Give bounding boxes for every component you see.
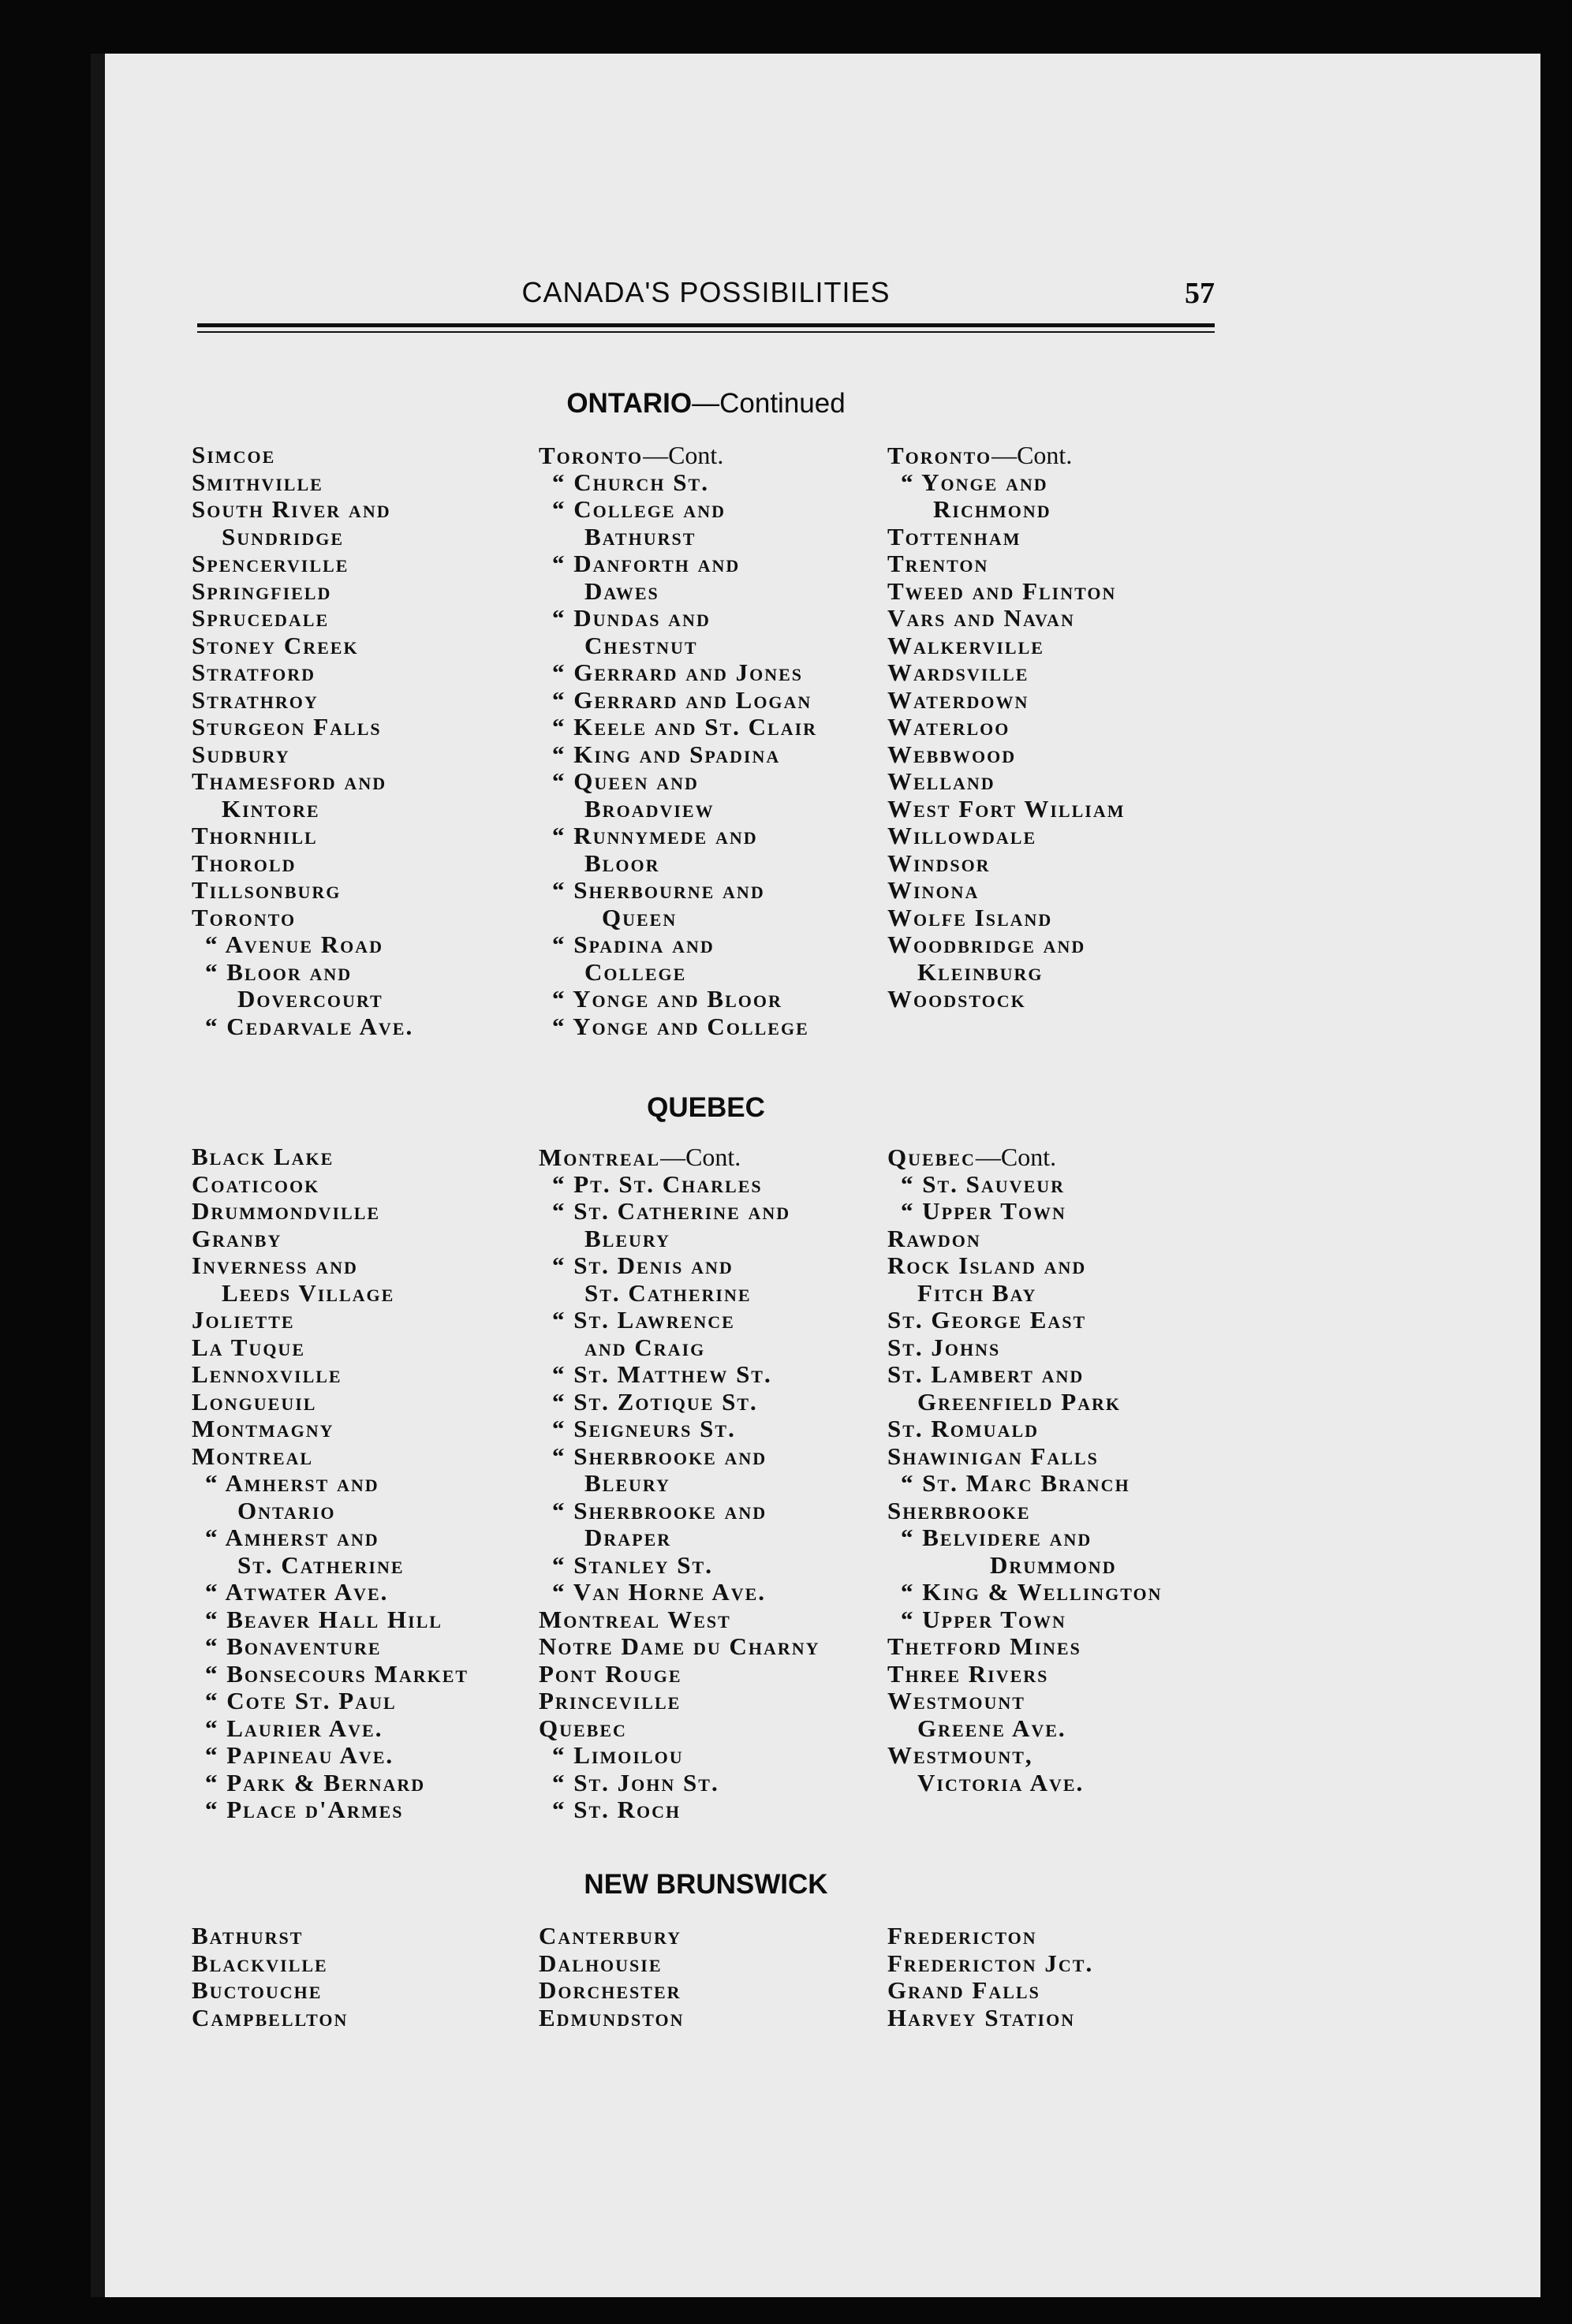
list-item: “ Bonaventure: [205, 1632, 382, 1660]
list-item: “ St. Sauveur: [901, 1169, 1066, 1198]
running-title: CANADA'S POSSIBILITIES: [521, 276, 891, 308]
list-item: “ Limoilou: [552, 1741, 684, 1769]
list-item: Fredericton Jct.: [887, 1949, 1094, 1977]
list-item: “ Yonge and College: [552, 1012, 809, 1040]
list-item: Bathurst: [584, 522, 696, 550]
list-item: Smithville: [192, 468, 323, 496]
list-item: Springfield: [192, 576, 332, 605]
list-item: “ Bonsecours Market: [205, 1659, 469, 1688]
list-item: Toronto: [192, 903, 297, 931]
list-item: Sundridge: [222, 522, 345, 550]
list-item: Thetford Mines: [887, 1632, 1081, 1660]
ontario-heading: [197, 388, 1215, 420]
list-item: “ St. Matthew St.: [552, 1360, 772, 1388]
ontario-column-3: [887, 442, 1242, 1013]
ontario-heading-title: ONTARIO: [566, 388, 693, 419]
list-item: St. Romuald: [887, 1415, 1040, 1442]
header-rule-thick: [197, 323, 1215, 327]
list-item: St. George East: [887, 1306, 1087, 1334]
list-item: West Fort William: [887, 794, 1126, 823]
list-item: Kleinburg: [917, 957, 1044, 986]
list-item: Fredericton: [887, 1922, 1037, 1949]
list-item: “ Sherbourne and: [552, 876, 765, 904]
list-item: Granby: [192, 1224, 282, 1252]
list-item: “ Queen and: [552, 767, 699, 795]
list-item: Waterdown: [887, 685, 1029, 714]
list-item: Wardsville: [887, 658, 1029, 686]
continued-suffix: —Cont.: [991, 441, 1073, 469]
list-item: Woodbridge and: [887, 931, 1086, 958]
list-item: “ Avenue Road: [205, 931, 383, 958]
continued-prefix: Toronto: [539, 442, 644, 469]
book-spine-shadow: [91, 54, 105, 2297]
list-item: Princeville: [539, 1687, 681, 1714]
list-item: Rawdon: [887, 1224, 981, 1252]
list-item: Thamesford and: [192, 767, 387, 795]
new-brunswick-column-2: [539, 1923, 894, 2031]
continued-suffix: —Cont.: [643, 441, 724, 469]
list-item: “ Stanley St.: [552, 1550, 713, 1579]
list-item: “ St. John St.: [552, 1768, 719, 1796]
list-item: Winona: [887, 876, 980, 904]
list-item-continued-header: [887, 442, 1242, 469]
list-item: Rock Island and: [887, 1252, 1087, 1279]
list-item: Westmount,: [887, 1741, 1033, 1769]
list-item: Greenfield Park: [917, 1387, 1122, 1416]
list-item: “ Danforth and: [552, 550, 741, 577]
list-item: Queen: [602, 903, 678, 931]
list-item: Leeds Village: [222, 1278, 395, 1307]
list-item: “ Spadina and: [552, 931, 715, 958]
continued-prefix: Montreal: [539, 1143, 661, 1171]
list-item: Drummondville: [192, 1197, 381, 1225]
list-item: “ St. Denis and: [552, 1252, 734, 1279]
new-brunswick-column-3: [887, 1923, 1242, 2031]
list-item: Inverness and: [192, 1252, 358, 1279]
list-item: “ King & Wellington: [901, 1578, 1163, 1606]
list-item: Coaticook: [192, 1169, 320, 1198]
list-item: “ College and: [552, 495, 726, 523]
list-item-continued-header: [539, 442, 894, 469]
list-item: St. Lambert and: [887, 1360, 1085, 1388]
list-item: Montmagny: [192, 1415, 334, 1442]
list-item: South River and: [192, 495, 391, 523]
page-number: 57: [1185, 277, 1215, 310]
list-item: “ Seigneurs St.: [552, 1415, 736, 1442]
list-item: Edmundston: [539, 2003, 685, 2031]
quebec-heading: QUEBEC: [647, 1092, 765, 1123]
ontario-column-1: [192, 442, 547, 1040]
list-item: Shawinigan Falls: [887, 1442, 1099, 1470]
list-item: Strathroy: [192, 685, 319, 714]
list-item: Woodstock: [887, 985, 1026, 1013]
list-item: Walkerville: [887, 631, 1044, 659]
list-item: “ Atwater Ave.: [205, 1578, 389, 1606]
list-item: Sprucedale: [192, 604, 330, 632]
list-item: Draper: [584, 1524, 672, 1551]
list-item: “ Bloor and: [205, 957, 353, 986]
list-item: St. Johns: [887, 1333, 1001, 1361]
list-item: Dalhousie: [539, 1949, 663, 1977]
list-item: Bloor: [584, 849, 660, 877]
list-item: Three Rivers: [887, 1659, 1049, 1688]
list-item: “ Place d'Armes: [205, 1796, 404, 1823]
list-item: Tweed and Flinton: [887, 576, 1117, 605]
header-rule-thin: [197, 331, 1215, 333]
list-item: Willowdale: [887, 822, 1037, 849]
list-item: Black Lake: [192, 1143, 334, 1170]
list-item: Drummond: [990, 1550, 1117, 1579]
list-item: Thorold: [192, 849, 297, 877]
list-item: Sturgeon Falls: [192, 713, 382, 740]
list-item: Windsor: [887, 849, 991, 877]
list-item: Dorchester: [539, 1976, 681, 2004]
list-item: Tottenham: [887, 522, 1021, 550]
list-item: Longueuil: [192, 1387, 317, 1416]
list-item: “ Sherbrooke and: [552, 1442, 767, 1470]
list-item-continued-header: [539, 1143, 894, 1171]
list-item: Waterloo: [887, 713, 1010, 740]
list-item: Webbwood: [887, 740, 1017, 768]
list-item: Bleury: [584, 1469, 670, 1497]
list-item: “ St. Roch: [552, 1796, 681, 1823]
list-item: “ Papineau Ave.: [205, 1741, 394, 1769]
list-item: Vars and Navan: [887, 604, 1075, 632]
list-item: Spencerville: [192, 550, 349, 577]
quebec-column-3: [887, 1143, 1242, 1796]
list-item: Richmond: [933, 495, 1051, 523]
list-item: “ Cedarvale Ave.: [205, 1012, 414, 1040]
list-item: “ St. Zotique St.: [552, 1387, 758, 1416]
list-item: and Craig: [584, 1333, 706, 1361]
quebec-column-1: [192, 1143, 547, 1824]
list-item: Campbellton: [192, 2003, 349, 2031]
new-brunswick-heading: NEW BRUNSWICK: [584, 1869, 828, 1900]
list-item: Victoria Ave.: [917, 1768, 1085, 1796]
list-item: Stratford: [192, 658, 316, 686]
continued-suffix: —Cont.: [660, 1143, 741, 1171]
new-brunswick-column-1: [192, 1923, 547, 2031]
list-item: Simcoe: [192, 441, 276, 468]
list-item: Pont Rouge: [539, 1659, 682, 1688]
list-item: Chestnut: [584, 631, 698, 659]
list-item: “ Runnymede and: [552, 822, 758, 849]
list-item: Trenton: [887, 550, 989, 577]
list-item: “ Laurier Ave.: [205, 1714, 383, 1742]
list-item: Greene Ave.: [917, 1714, 1066, 1742]
list-item: Dovercourt: [237, 985, 383, 1013]
list-item: Harvey Station: [887, 2003, 1076, 2031]
ontario-column-2: [539, 442, 894, 1040]
list-item: Notre Dame du Charny: [539, 1632, 820, 1660]
continued-prefix: Quebec: [887, 1143, 976, 1171]
list-item: Bathurst: [192, 1922, 304, 1949]
quebec-column-2: [539, 1143, 894, 1824]
continued-suffix: —Cont.: [975, 1143, 1057, 1171]
list-item: “ Belvidere and: [901, 1524, 1092, 1551]
list-item: College: [584, 957, 687, 986]
list-item: Lennoxville: [192, 1360, 342, 1388]
list-item: Ontario: [237, 1496, 336, 1524]
list-item: Sudbury: [192, 740, 290, 768]
list-item: “ Church St.: [552, 468, 709, 496]
list-item: La Tuque: [192, 1333, 305, 1361]
list-item: Welland: [887, 767, 995, 795]
list-item: “ Amherst and: [205, 1524, 379, 1551]
list-item: St. Catherine: [584, 1278, 752, 1307]
list-item: “ Gerrard and Jones: [552, 658, 804, 686]
list-item: “ Gerrard and Logan: [552, 685, 812, 714]
list-item: St. Catherine: [237, 1550, 405, 1579]
list-item: Grand Falls: [887, 1976, 1040, 2004]
list-item: “ Upper Town: [901, 1197, 1066, 1225]
list-item: Montreal: [192, 1442, 314, 1470]
list-item: “ Yonge and Bloor: [552, 985, 782, 1013]
list-item: “ Sherbrooke and: [552, 1496, 767, 1524]
list-item: Stoney Creek: [192, 631, 359, 659]
list-item: Canterbury: [539, 1922, 681, 1949]
list-item: Thornhill: [192, 822, 318, 849]
list-item: Kintore: [222, 794, 320, 823]
continued-prefix: Toronto: [887, 442, 992, 469]
list-item: Montreal West: [539, 1605, 731, 1633]
list-item: “ St. Lawrence: [552, 1306, 735, 1334]
list-item: Broadview: [584, 794, 715, 823]
list-item: Westmount: [887, 1687, 1025, 1714]
ontario-heading-suffix: —Continued: [692, 388, 846, 419]
list-item: Sherbrooke: [887, 1496, 1031, 1524]
list-item: “ Upper Town: [901, 1605, 1066, 1633]
list-item: “ St. Catherine and: [552, 1197, 791, 1225]
list-item: Fitch Bay: [917, 1278, 1037, 1307]
list-item: “ Keele and St. Clair: [552, 713, 818, 740]
list-item: “ Beaver Hall Hill: [205, 1605, 442, 1633]
list-item: “ Pt. St. Charles: [552, 1169, 763, 1198]
list-item: “ St. Marc Branch: [901, 1469, 1130, 1497]
list-item: “ Dundas and: [552, 604, 711, 632]
list-item: “ Van Horne Ave.: [552, 1578, 767, 1606]
list-item: “ Park & Bernard: [205, 1768, 426, 1796]
running-header: [197, 276, 1215, 323]
list-item-continued-header: [887, 1143, 1242, 1171]
list-item: “ Yonge and: [901, 468, 1048, 496]
list-item: “ King and Spadina: [552, 740, 781, 768]
list-item: Dawes: [584, 576, 659, 605]
list-item: Blackville: [192, 1949, 328, 1977]
list-item: Joliette: [192, 1306, 295, 1334]
list-item: Wolfe Island: [887, 903, 1053, 931]
list-item: Buctouche: [192, 1976, 323, 2004]
list-item: Quebec: [539, 1714, 627, 1742]
list-item: Tillsonburg: [192, 876, 342, 904]
list-item: “ Amherst and: [205, 1469, 379, 1497]
list-item: Bleury: [584, 1224, 670, 1252]
list-item: “ Cote St. Paul: [205, 1687, 397, 1714]
